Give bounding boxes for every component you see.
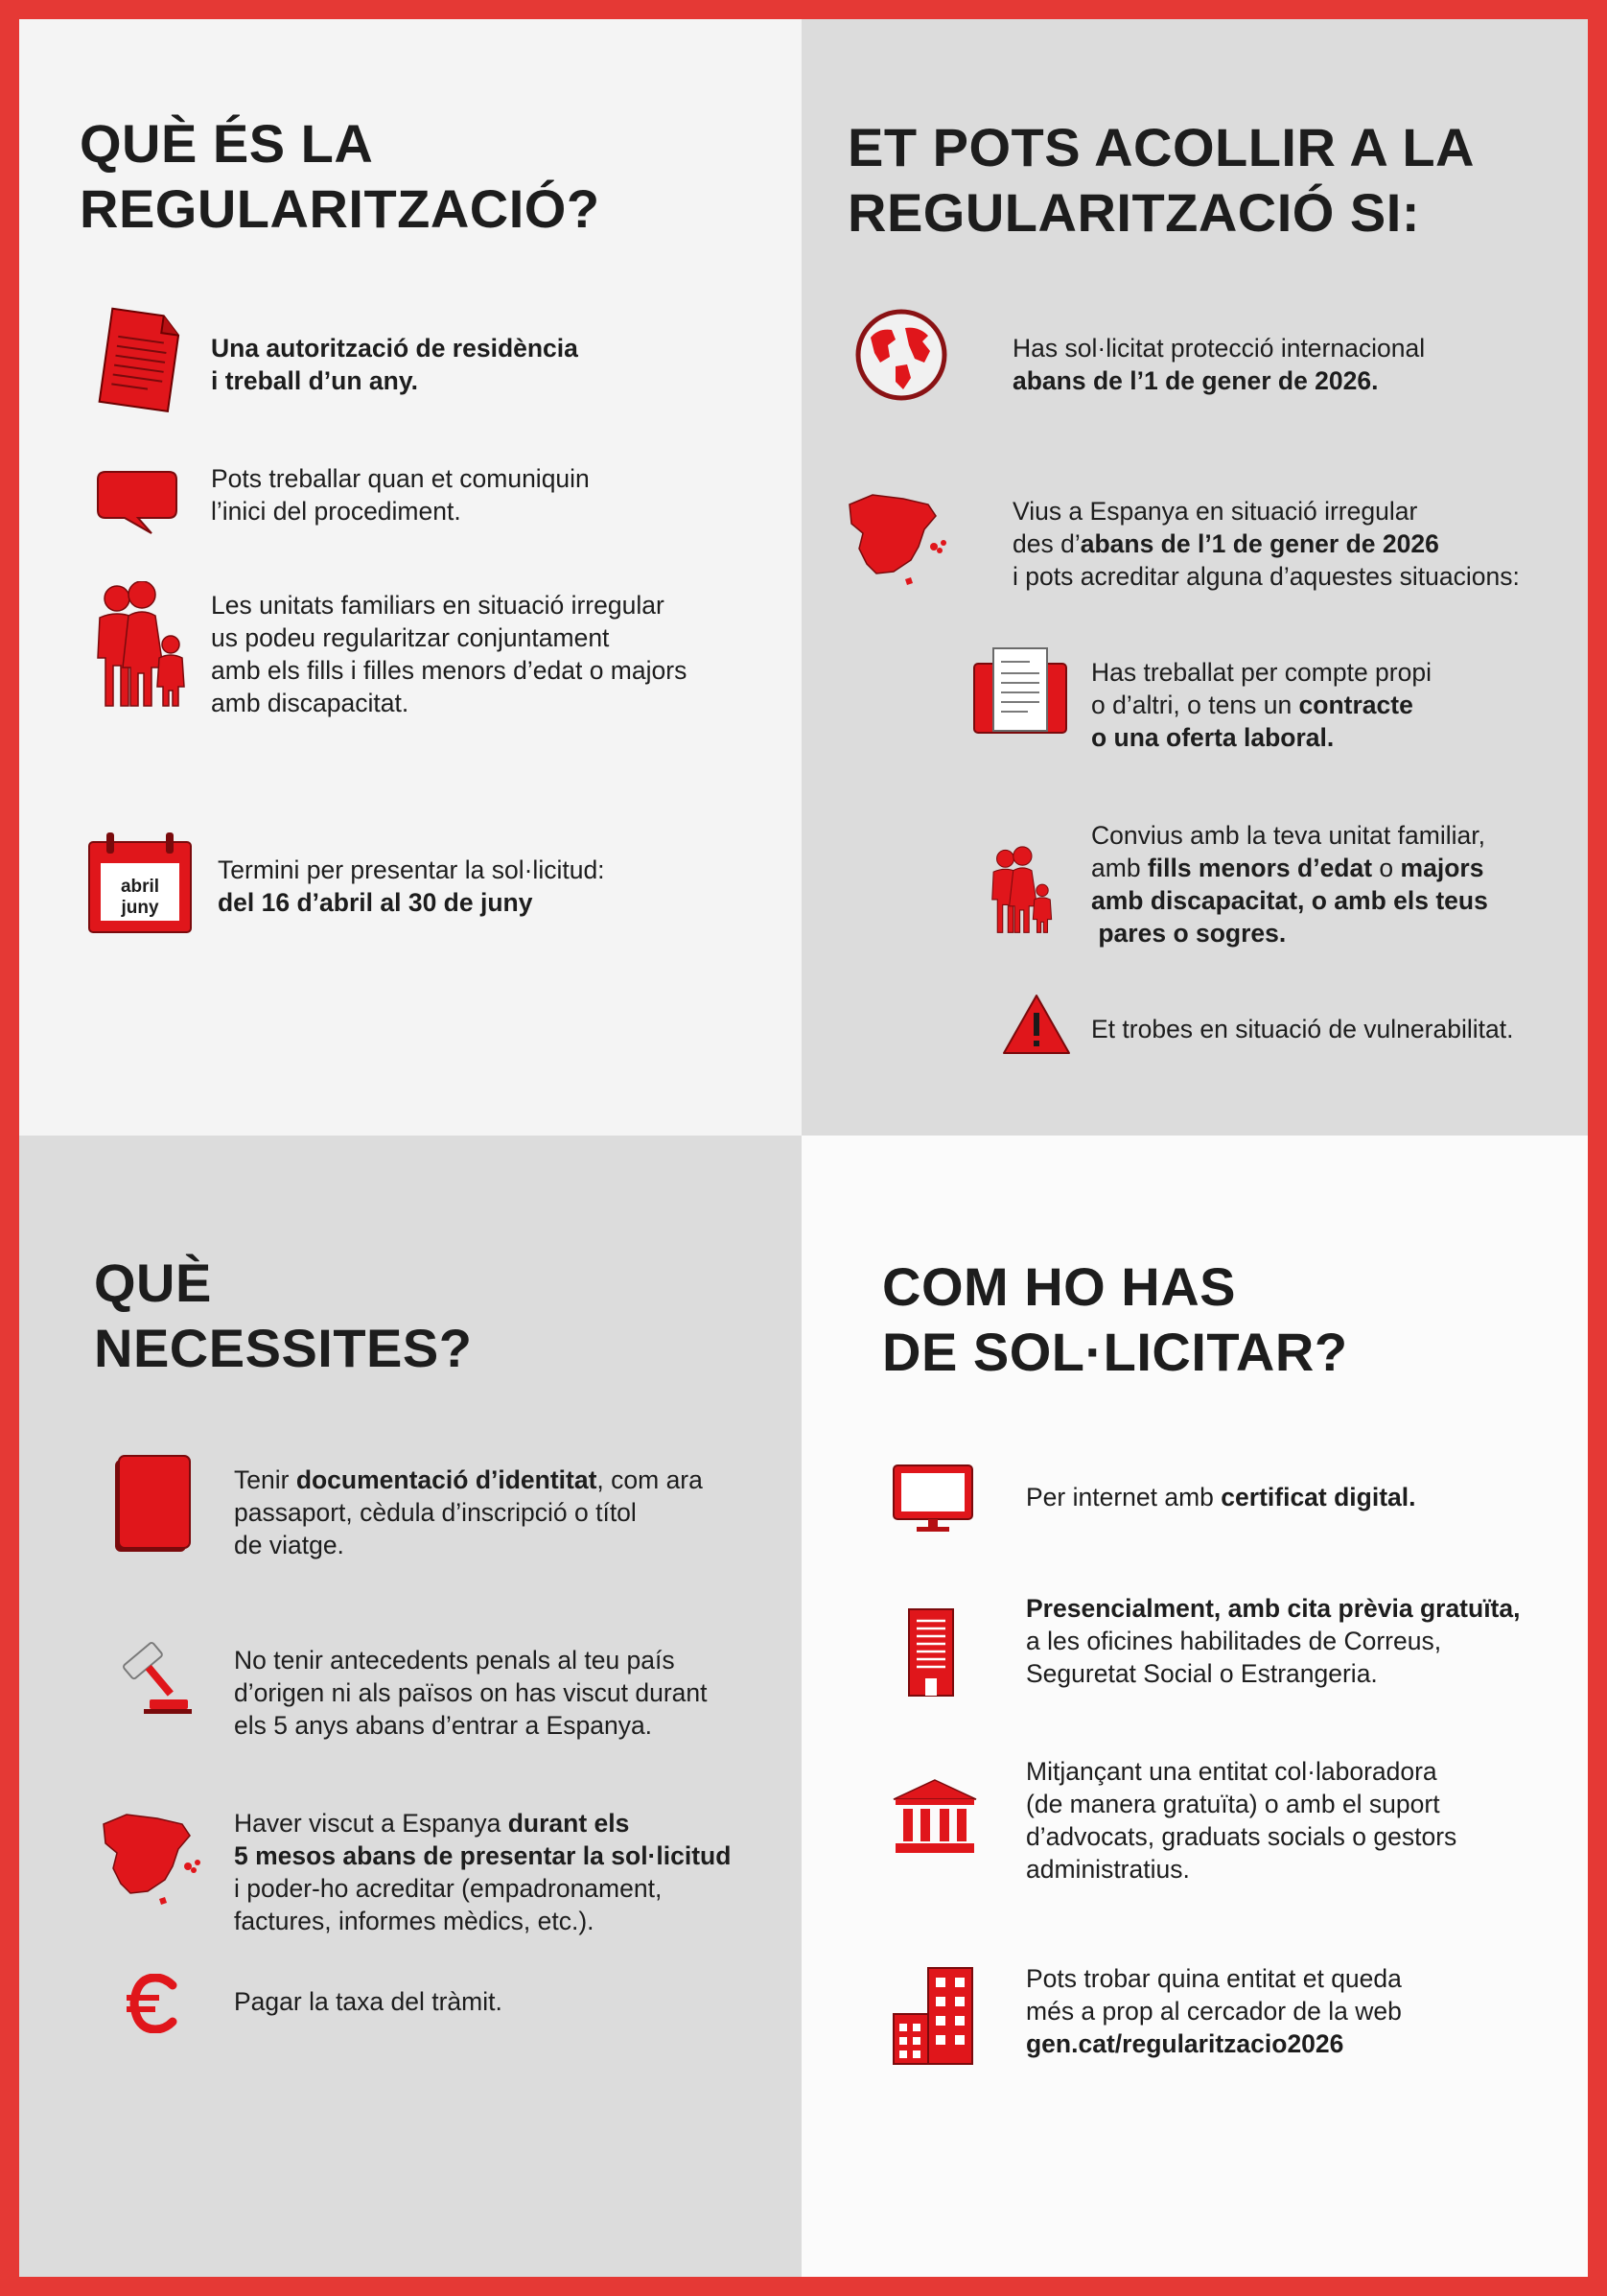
text-line: Termini per presentar la sol·licitud: [218, 855, 605, 884]
institution-icon [892, 1778, 978, 1855]
section-eligibility [802, 19, 1588, 1136]
city-buildings-icon [892, 1966, 974, 2066]
text-line: (de manera gratuïta) o amb el suport [1026, 1790, 1440, 1818]
item-text [234, 1464, 703, 1561]
section-title [848, 115, 1475, 246]
bold-text: Presencialment, amb cita prèvia gratuïta, [1026, 1594, 1521, 1623]
bold-text: documentació d’identitat [295, 1465, 597, 1494]
item-text [211, 462, 590, 527]
text-line: Pots treballar quan et comuniquin [211, 464, 590, 493]
text-line: a les oficines habilitades de Correus, [1026, 1627, 1442, 1655]
bold-text: abans de l’1 de gener de 2026. [1013, 366, 1379, 395]
text-line: , com ara [596, 1465, 703, 1494]
text-line: Has treballat per compte propi [1091, 658, 1432, 687]
gavel-icon [111, 1634, 192, 1715]
item-text [1013, 332, 1425, 397]
text-line: Vius a Espanya en situació irregular [1013, 497, 1418, 526]
text-line: Pots trobar quina entitat et queda [1026, 1964, 1402, 1993]
text-line: Les unitats familiars en situació irregular [211, 591, 664, 620]
text-line: No tenir antecedents penals al teu país [234, 1646, 675, 1675]
text-line: Seguretat Social o Estrangeria. [1026, 1659, 1378, 1688]
text-line: i poder-ho acreditar (empadronament, [234, 1874, 663, 1903]
calendar-month: abril [120, 877, 160, 897]
globe-icon [853, 307, 949, 403]
bold-text: del 16 d’abril al 30 de juny [218, 888, 533, 917]
item-text [218, 854, 605, 919]
bold-text: Una autorització de residència [211, 334, 578, 363]
text-line: passaport, cèdula d’inscripció o títol [234, 1498, 637, 1527]
item-text [1026, 1962, 1402, 2060]
section-how-to-apply [802, 1136, 1588, 2277]
item-text [211, 589, 687, 719]
infographic-frame [19, 19, 1588, 2277]
bold-text: 5 mesos abans de presentar la sol·licitud [234, 1841, 732, 1870]
calendar-icon [85, 831, 195, 936]
speech-bubble-icon [96, 468, 178, 537]
text-line: amb els fills i filles menors d’edat o majors [211, 656, 687, 685]
section-title [94, 1251, 472, 1381]
text-line: Et trobes en situació de vulnerabilitat. [1091, 1015, 1514, 1043]
spain-map-icon [98, 1807, 213, 1907]
text-line: des d’ [1013, 529, 1081, 558]
title-line: REGULARITZACIÓ? [80, 178, 600, 239]
title-line: DE SOL·LICITAR? [882, 1322, 1348, 1382]
title-line: COM HO HAS [882, 1256, 1236, 1317]
text-line: més a prop al cercador de la web [1026, 1997, 1402, 2026]
document-icon [94, 307, 182, 414]
warning-icon [1001, 992, 1072, 1057]
text-line: us podeu regularitzar conjuntament [211, 623, 610, 652]
text-line: Haver viscut a Espanya [234, 1809, 508, 1838]
office-building-icon [907, 1607, 955, 1698]
title-line: NECESSITES? [94, 1318, 473, 1378]
item-text [1026, 1481, 1416, 1513]
contract-icon [972, 644, 1068, 737]
text-line: Convius amb la teva unitat familiar, [1091, 821, 1485, 850]
bold-text: fills menors d’edat [1147, 854, 1373, 882]
bold-text: durant els [507, 1809, 630, 1838]
text-line: Has sol·licitat protecció internacional [1013, 334, 1426, 363]
bold-text: i treball d’un any. [211, 366, 418, 395]
text-line: i pots acreditar alguna d’aquestes situacions: [1013, 562, 1520, 591]
item-text [1013, 495, 1520, 593]
text-line: Pagar la taxa del tràmit. [234, 1987, 502, 2016]
text-line: administratius. [1026, 1855, 1190, 1884]
family-icon [94, 581, 186, 710]
section-title [80, 111, 600, 242]
text-line: amb discapacitat. [211, 689, 409, 717]
text-line: o d’altri, o tens un [1091, 691, 1299, 719]
bold-text: contracte [1298, 691, 1413, 719]
text-line: amb [1091, 854, 1148, 882]
text-line: factures, informes mèdics, etc.). [234, 1907, 594, 1935]
bold-text: o una oferta laboral. [1091, 723, 1335, 752]
spain-map-icon [844, 487, 959, 587]
bold-text: certificat digital. [1221, 1483, 1416, 1511]
text-line: els 5 anys abans d’entrar a Espanya. [234, 1711, 653, 1740]
item-text [211, 332, 578, 397]
item-text [1091, 1013, 1513, 1045]
text-line: l’inici del procediment. [211, 497, 461, 526]
passport-icon [111, 1454, 194, 1556]
calendar-month: juny [121, 898, 159, 918]
bold-text: gen.cat/regularitzacio2026 [1026, 2029, 1344, 2058]
text-line: d’origen ni als països on has viscut durant [234, 1678, 708, 1707]
section-title [882, 1254, 1348, 1385]
bold-text: pares o sogres. [1091, 919, 1287, 948]
text-line: Tenir [234, 1465, 296, 1494]
title-line: QUÈ ÉS LA [80, 113, 374, 174]
item-text [1026, 1592, 1520, 1690]
text-line: Mitjançant una entitat col·laboradora [1026, 1757, 1437, 1786]
text-line: de viatge. [234, 1531, 344, 1559]
text-line: o [1372, 854, 1401, 882]
bold-text: amb discapacitat, o amb els teus [1091, 886, 1488, 915]
bold-text: abans de l’1 de gener de 2026 [1080, 529, 1439, 558]
euro-icon [125, 1974, 184, 2033]
section-what-is [19, 19, 802, 1136]
item-text [1091, 656, 1432, 754]
item-text [1091, 819, 1488, 949]
title-line: QUÈ [94, 1253, 212, 1313]
section-requirements [19, 1136, 802, 2277]
item-text [234, 1985, 502, 2018]
text-line: Per internet amb [1026, 1483, 1222, 1511]
item-text [234, 1644, 708, 1742]
text-line: d’advocats, graduats socials o gestors [1026, 1822, 1457, 1851]
item-text [1026, 1755, 1456, 1886]
title-line: REGULARITZACIÓ SI: [848, 182, 1420, 243]
title-line: ET POTS ACOLLIR A LA [848, 117, 1475, 177]
bold-text: majors [1400, 854, 1484, 882]
family-icon [990, 846, 1053, 936]
item-text [234, 1807, 731, 1937]
monitor-icon [892, 1464, 974, 1533]
